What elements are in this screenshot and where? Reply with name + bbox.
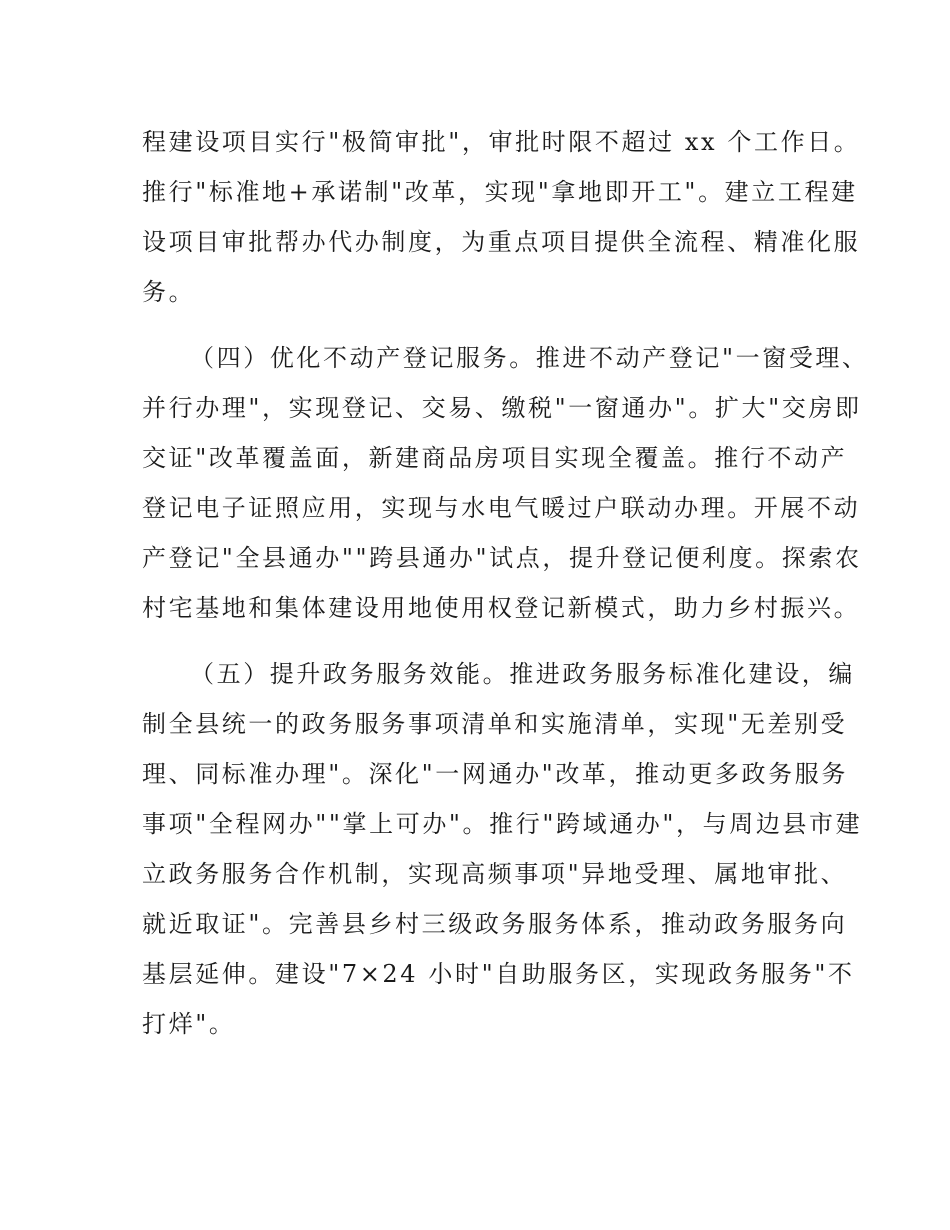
paragraph-2-line-5: 产登记"全县通办""跨县通办"试点，提升登记便利度。探索农 — [142, 544, 862, 572]
paragraph-3-line-6: 就近取证"。完善县乡村三级政务服务体系，推动政务服务向 — [142, 910, 848, 938]
paragraph-1-line-3: 设项目审批帮办代办制度，为重点项目提供全流程、精准化服 — [142, 228, 861, 256]
paragraph-2-line-6: 村宅基地和集体建设用地使用权登记新模式，助力乡村振兴。 — [142, 594, 861, 622]
paragraph-3-line-7: 基层延伸。建设"7×24 小时"自助服务区，实现政务服务"不 — [142, 960, 855, 988]
paragraph-1-line-2: 推行"标准地+承诺制"改革，实现"拿地即开工"。建立工程建 — [142, 178, 858, 206]
paragraph-3-line-5: 立政务服务合作机制，实现高频事项"异地受理、属地审批、 — [142, 860, 848, 888]
paragraph-2-line-2: 并行办理"，实现登记、交易、缴税"一窗通办"。扩大"交房即 — [142, 394, 862, 422]
paragraph-3-line-3: 理、同标准办理"。深化"一网通办"改革，推动更多政务服务 — [142, 760, 848, 788]
paragraph-1-line-1: 程建设项目实行"极简审批"，审批时限不超过 xx 个工作日。 — [142, 128, 861, 156]
paragraph-2-line-3: 交证"改革覆盖面，新建商品房项目实现全覆盖。推行不动产 — [142, 444, 848, 472]
paragraph-3-line-8: 打烊"。 — [142, 1010, 236, 1038]
paragraph-2-line-1: （四）优化不动产登记服务。推进不动产登记"一窗受理、 — [190, 344, 869, 372]
paragraph-1-line-4: 务。 — [142, 278, 196, 306]
paragraph-3-line-2: 制全县统一的政务服务事项清单和实施清单，实现"无差别受 — [142, 710, 848, 738]
paragraph-3-line-4: 事项"全程网办""掌上可办"。推行"跨域通办"，与周边县市建 — [142, 810, 863, 838]
paragraph-3-line-1: （五）提升政务服务效能。推进政务服务标准化建设，编 — [190, 660, 855, 688]
paragraph-2-line-4: 登记电子证照应用，实现与水电气暖过户联动办理。开展不动 — [142, 494, 861, 522]
